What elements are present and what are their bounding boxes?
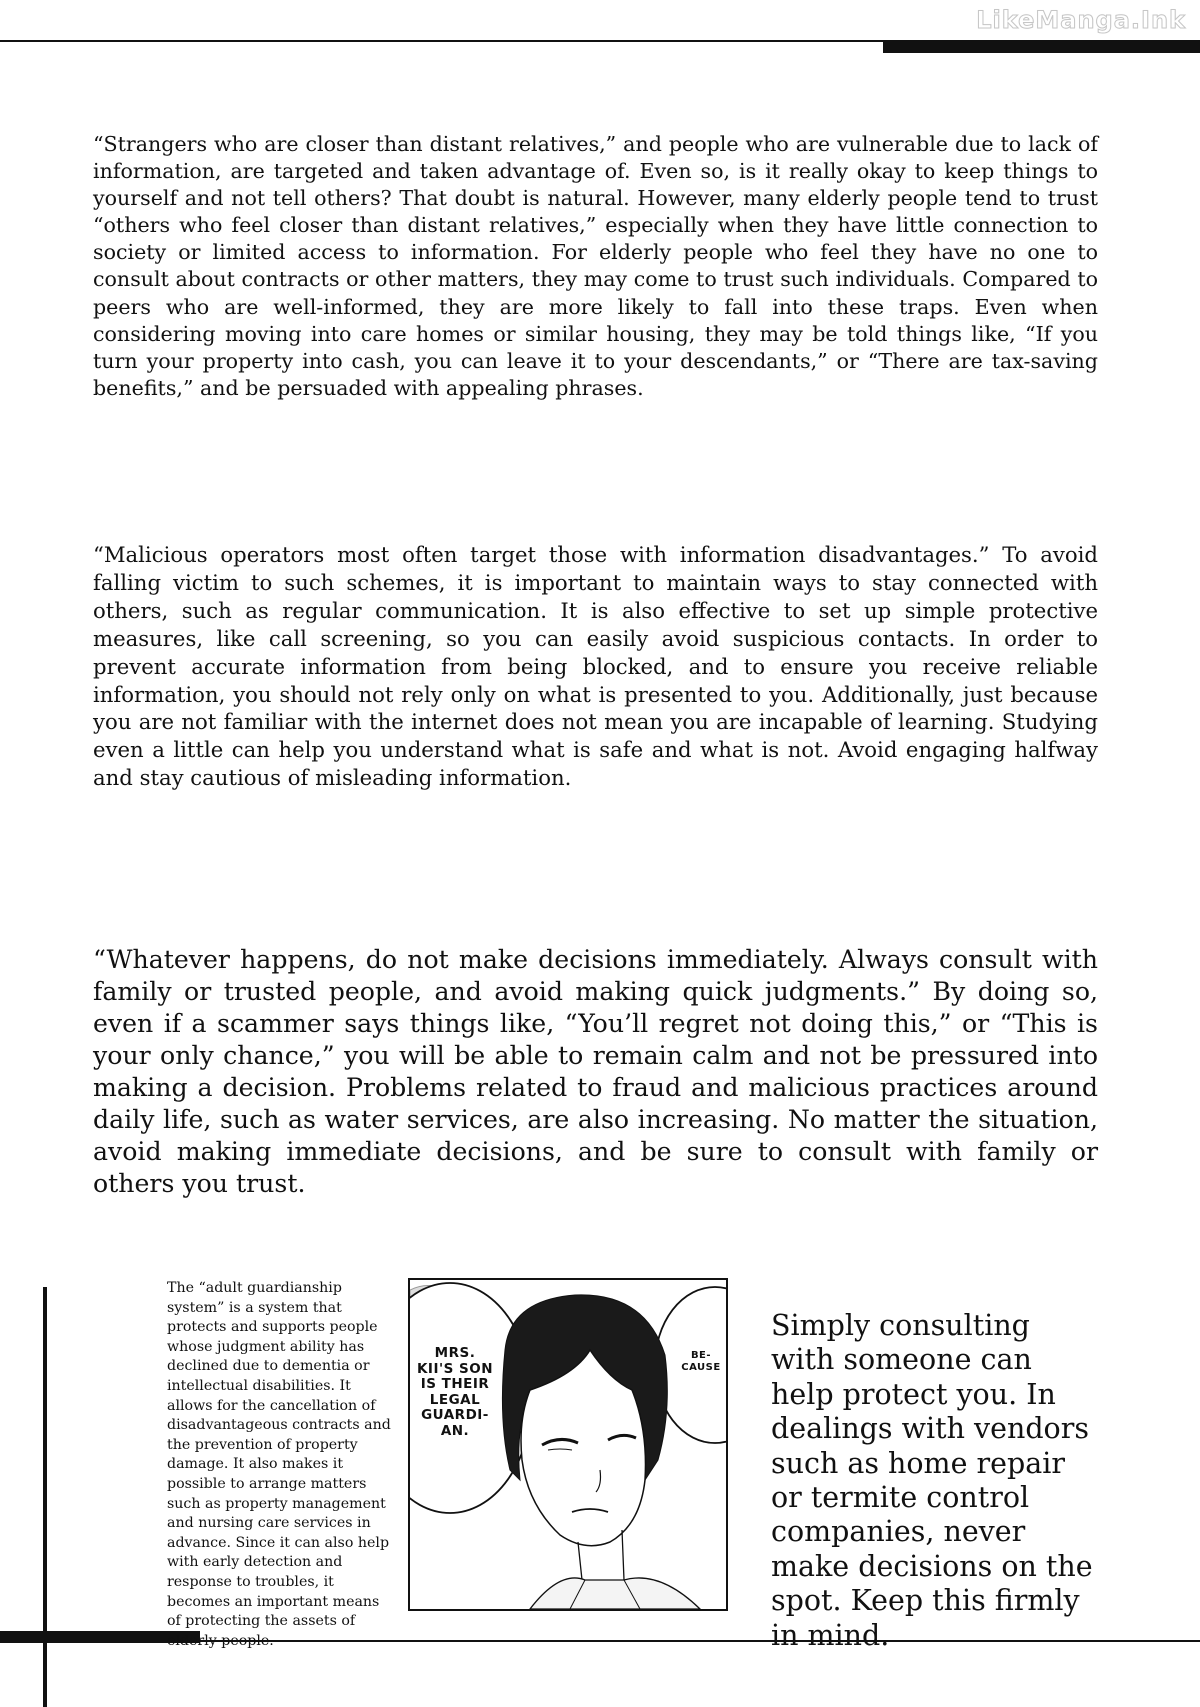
- top-rule-bar: [883, 40, 1200, 53]
- manga-panel: [408, 1278, 728, 1611]
- speech-text-right: BE- CAUSE: [681, 1350, 721, 1373]
- left-vertical-rule: [43, 1287, 47, 1707]
- paragraph-1: “Strangers who are closer than distant relatives,” and people who are vulnerable due to lack of information, are targeted and taken advantage of. Even so, is it really okay to keep things to yourself and not tell others? That doubt is natural. However, many elderly people tend to trust “others who feel closer than distant relatives,” especially when they have little connection to society or limited access to information. For elderly people who feel they have no one to consult about contracts or other matters, they may come to trust such individuals. Compared to peers who are well-informed, they are more likely to fall into these traps. Even when considering moving into care homes or similar housing, they may be told things like, “If you turn your property into cash, you can leave it to your descendants,” or “There are tax-saving benefits,” and be persuaded with appealing phrases.: [93, 132, 1098, 400]
- watermark: LikeManga.Ink: [976, 6, 1186, 34]
- guardianship-sidenote: The “adult guardianship system” is a system that protects and supports people whose judgment ability has declined due to dementia or intellectual disabilities. It allows for the cancellation of disadvantageous contracts and the prevention of property damage. It also makes it possible to arrange matters such as property management and nursing care services in advance. Since it can also help with early detection and response to troubles, it becomes an important means of protecting the assets of elderly people.: [167, 1280, 391, 1649]
- speech-text-left: MRS. KII'S SON IS THEIR LEGAL GUARDI- AN.: [416, 1345, 494, 1439]
- paragraph-2: “Malicious operators most often target those with information disadvantages.” To avoid falling victim to such schemes, it is important to maintain ways to stay connected with others, such as regular communication. It is also effective to set up simple protective measures, like call screening, so you can easily avoid suspicious contacts. In order to prevent accurate information from being blocked, and to ensure you receive reliable information, you should not rely only on what is presented to you. Additionally, just because you are not familiar with the internet does not mean you are incapable of learning. Studying even a little can help you understand what is safe and what is not. Avoid engaging halfway and stay cautious of misleading information.: [93, 542, 1098, 791]
- paragraph-3: “Whatever happens, do not make decisions immediately. Always consult with family or trusted people, and avoid making quick judgments.” By doing so, even if a scammer says things like, “You’ll regret not doing this,” or “This is your only chance,” you will be able to remain calm and not be pressured into making a decision. Problems related to fraud and malicious practices around daily life, such as water services, are also increasing. No matter the situation, avoid making immediate decisions, and be sure to consult with family or others you trust.: [93, 945, 1098, 1198]
- character-illustration: [410, 1280, 726, 1609]
- advice-callout: Simply consulting with someone can help protect you. In dealings with vendors such as home repair or termite control companies, never make decisions on the spot. Keep this firmly in mind.: [771, 1309, 1093, 1652]
